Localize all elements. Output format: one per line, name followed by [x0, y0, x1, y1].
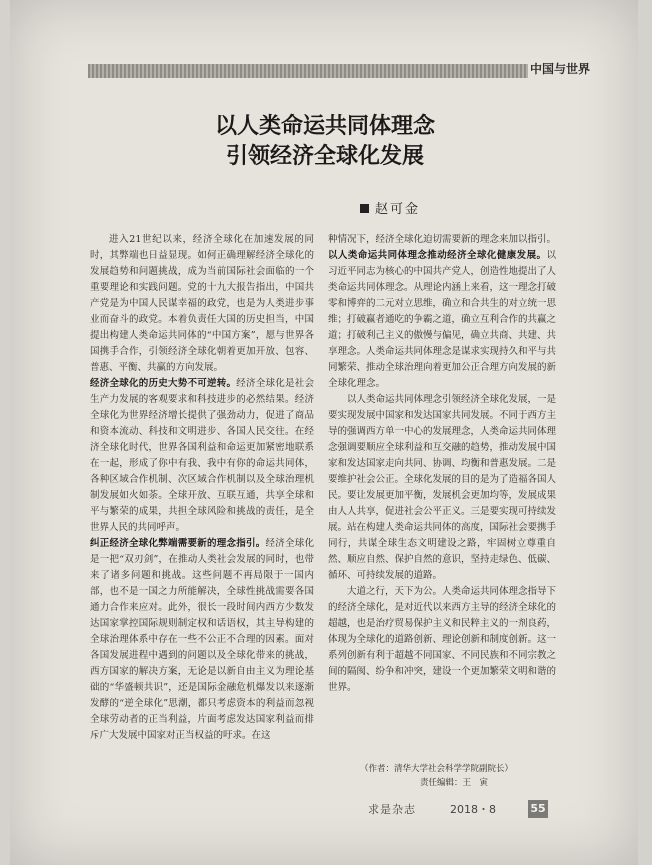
right-column — [328, 232, 556, 787]
header-rule — [88, 64, 528, 78]
byline-square-icon — [360, 204, 369, 213]
paragraph-body: 经济全球化是一把“双刃剑”，在推动人类社会发展的同时，也带来了诸多问题和挑战。这些问题不再局限于一国内部，也不是一国之力所能解决，全球性挑战需要各国通力合作来应对。此外，很长一段时间内西方少数发达国家掌控国际规则制定权和话语权，其主导构建的全球治理体系中存在一些不公正不合理的因素。面对各国发展进程中遇到的问题以及全球化带来的挑战，西方国家的解决方案，无论是以新自由主义为理论基础的“华盛顿共识”，还是国际金融危机爆发以来逐渐发酵的“逆全球化”思潮，都只考虑资本的利益而忽视全球劳动者的正当利益，片面考虑发达国家利益而排斥广大发展中国家对正当权益的吁求。在这 — [90, 538, 314, 741]
paragraph: 以人类命运共同体理念引领经济全球化发展，一是要实现发展中国家和发达国家共同发展。不同于西方主导的强调西方单一中心的发展理念，人类命运共同体理念强调要顺应全球利益和互交融的趋势，推动发展中国家和发达国家走向共同、协调、均衡和普惠发展。二是要维护社会公正。全球化发展的目的是为了造福各国人民。要让发展更加平衡，发展机会更加均等，发展成果由人人共享，促进社会公平正义。三是要实现可持续发展。站在构建人类命运共同体的高度，国际社会要携手同行，共谋全球生态文明建设之路，牢固树立尊重自然、顺应自然、保护自然的意识，坚持走绿色、低碳、循环、可持续发展的道路。 — [328, 394, 556, 581]
section-heading: 以人类命运共同体理念推动经济全球化健康发展。 — [328, 250, 547, 261]
section-heading: 纠正经济全球化弊端需要新的理念指引。 — [90, 538, 266, 549]
editor-note: 责任编辑：王 寅 — [420, 778, 489, 788]
page-footer — [368, 800, 568, 818]
section-heading: 经济全球化的历史大势不可逆转。 — [90, 378, 237, 389]
title-line-1: 以人类命运共同体理念 — [214, 114, 435, 139]
left-column — [90, 232, 314, 787]
section-label: 中国与世界 — [529, 62, 590, 76]
author-name: 赵可金 — [375, 202, 421, 217]
paragraph: 大道之行，天下为公。人类命运共同体理念指导下的经济全球化，是对近代以来西方主导的经济全球化的超越，也是治疗贸易保护主义和民粹主义的一剂良药，体现为全球化的道路创新、理论创新和制度创新。这一系列创新有利于超越不同国家、不同民族和不同宗教之间的隔阂、纷争和冲突，建设一个更加繁荣文明和谐的世界。 — [328, 586, 556, 693]
article-title — [160, 112, 490, 172]
author-byline — [360, 198, 500, 217]
title-line-2: 引领经济全球化发展 — [225, 144, 424, 169]
paragraph: 种情况下，经济全球化迫切需要新的理念来加以指引。 — [328, 234, 556, 245]
magazine-name: 求是杂志 — [368, 803, 416, 816]
page-number: 55 — [528, 800, 548, 818]
paragraph-body: 以习近平同志为核心的中国共产党人，创造性地提出了人类命运共同体理念。从理论内涵上来看，这一理念打破零和博弈的二元对立思维，确立和合共生的对立统一思维；打破赢者通吃的争霸之道，确立互利合作的共赢之道；打破利己主义的傲慢与偏见，确立共商、共建、共享理念。人类命运共同体理念是谋求实现持久和平与共同繁荣、推动全球治理向着更加公正合理方向发展的新全球化理念。 — [328, 250, 556, 389]
issue-number: 2018・8 — [450, 803, 496, 816]
author-note: （作者：清华大学社会科学学院副院长） — [360, 764, 514, 774]
magazine-page — [10, 0, 638, 865]
paragraph-body: 经济全球化是社会生产力发展的客观要求和科技进步的必然结果。经济全球化为世界经济增长提供了强劲动力，促进了商品和资本流动、科技和文明进步、各国人民交往。在经济全球化时代，世界各国利益和命运更加紧密地联系在一起，形成了你中有我、我中有你的命运共同体，各种区域合作机制、次区域合作机制以及全球治理机制发展如火如荼。全球开放、互联互通，共享全球和平与繁荣的成果，共担全球风险和挑战的责任，是全世界人民的共同呼声。 — [90, 378, 314, 533]
paragraph: 进入21世纪以来，经济全球化在加速发展的同时，其弊端也日益显现。如何正确理解经济全球化的发展趋势和问题挑战，成为当前国际社会面临的一个重要理论和实践问题。党的十九大报告指出，中国共产党是为中国人民谋幸福的政党，也是为人类进步事业而奋斗的政党。本着负责任大国的历史担当，中国提出构建人类命运共同体的“中国方案”，愿与世界各国携手合作，引领经济全球化朝着更加开放、包容、普惠、平衡、共赢的方向发展。 — [90, 234, 314, 373]
